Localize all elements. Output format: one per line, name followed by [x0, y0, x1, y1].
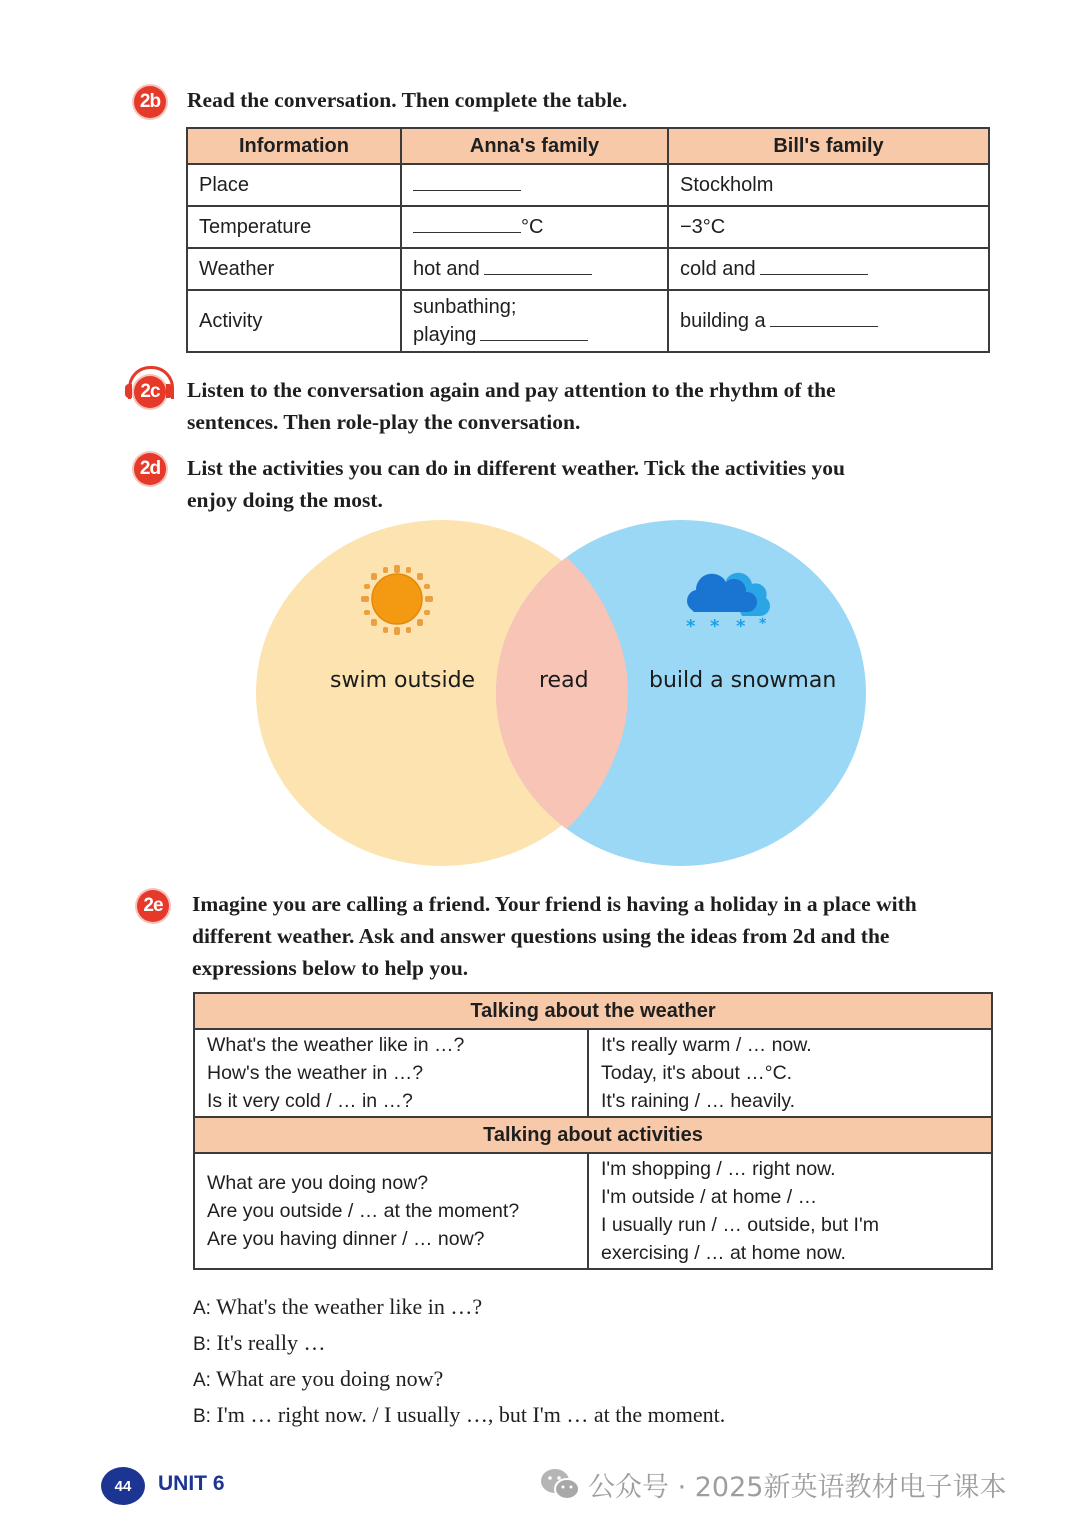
table-row — [187, 248, 989, 290]
answer-blank[interactable] — [413, 176, 521, 191]
instruction-line: Listen to the conversation again and pay attention to the rhythm of the — [187, 378, 836, 402]
headphone-icon: 2c — [140, 381, 160, 402]
header-anna: Anna's family — [401, 128, 668, 164]
svg-text:*: * — [686, 616, 696, 632]
expressions-table — [193, 992, 993, 1270]
weather-expressions-header: Talking about the weather — [194, 993, 992, 1029]
table-row — [187, 290, 989, 352]
expression: Are you having dinner / … now? — [207, 1228, 485, 1250]
speaker-label: A: — [193, 1298, 211, 1319]
speaker-label: B: — [193, 1406, 211, 1427]
instruction-line: sentences. Then role-play the conversation. — [187, 410, 581, 434]
venn-diagram — [256, 520, 868, 868]
venn-label-cold: build a snowman — [649, 668, 837, 693]
answer-blank[interactable] — [480, 326, 588, 341]
expression: I'm outside / at home / … — [601, 1186, 818, 1208]
instruction-line: Imagine you are calling a friend. Your friend is having a holiday in a place with — [192, 892, 917, 916]
svg-text:*: * — [736, 616, 746, 632]
page-number-badge: 44 — [101, 1467, 145, 1505]
cell-text: cold and — [680, 257, 756, 280]
dialog-text: What are you doing now? — [216, 1366, 444, 1391]
table-row — [187, 206, 989, 248]
cell-text: hot and — [413, 257, 480, 280]
expression: Today, it's about …°C. — [601, 1062, 793, 1084]
celsius-unit: °C — [521, 215, 544, 238]
cell-text: playing — [413, 324, 477, 346]
sample-dialog — [193, 1290, 725, 1434]
activity-expressions-header: Talking about activities — [194, 1117, 992, 1153]
header-information: Information — [187, 128, 401, 164]
bill-activity-cell — [668, 290, 989, 352]
dialog-line — [193, 1362, 725, 1398]
header-bill: Bill's family — [668, 128, 989, 164]
instruction-2b: Read the conversation. Then complete the table. — [187, 88, 628, 112]
info-table — [186, 127, 990, 353]
answer-blank[interactable] — [760, 260, 868, 275]
cell-text: building a — [680, 310, 766, 332]
instruction-2e — [192, 888, 917, 984]
instruction-2d — [187, 452, 845, 516]
weather-questions-cell — [194, 1029, 588, 1117]
dialog-text: I'm … right now. / I usually …, but I'm … at the moment. — [216, 1402, 726, 1427]
instruction-line: List the activities you can do in different weather. Tick the activities you — [187, 456, 845, 480]
expression: Are you outside / … at the moment? — [207, 1200, 520, 1222]
expression: How's the weather in …? — [207, 1062, 424, 1084]
bill-temperature-cell: −3°C — [668, 206, 989, 248]
instruction-2c — [187, 374, 836, 438]
activity-questions-cell — [194, 1153, 588, 1269]
exercise-badge-2e: 2e — [137, 890, 169, 922]
anna-temperature-cell — [401, 206, 668, 248]
anna-weather-cell — [401, 248, 668, 290]
row-label: Temperature — [187, 206, 401, 248]
expression: What's the weather like in …? — [207, 1034, 465, 1056]
svg-text:*: * — [710, 616, 720, 632]
dialog-text: It's really … — [216, 1330, 326, 1355]
snow-cloud-icon — [682, 566, 774, 632]
venn-label-both: read — [539, 668, 589, 693]
anna-activity-cell — [401, 290, 668, 352]
watermark — [540, 1465, 1006, 1504]
instruction-line: enjoy doing the most. — [187, 488, 383, 512]
unit-label: UNIT 6 — [158, 1472, 225, 1495]
expression: I'm shopping / … right now. — [601, 1158, 836, 1180]
venn-label-warm: swim outside — [330, 668, 476, 693]
expression: It's really warm / … now. — [601, 1034, 812, 1056]
answer-blank[interactable] — [484, 260, 592, 275]
instruction-line: expressions below to help you. — [192, 956, 469, 980]
expression: It's raining / … heavily. — [601, 1090, 796, 1112]
table-row — [187, 164, 989, 206]
instruction-line: different weather. Ask and answer questions using the ideas from 2d and the — [192, 924, 890, 948]
expression: What are you doing now? — [207, 1172, 429, 1194]
speaker-label: B: — [193, 1334, 211, 1355]
weather-answers-cell — [588, 1029, 992, 1117]
watermark-text: 公众号 · 2025新英语教材电子课本 — [588, 1472, 1007, 1503]
expression: Is it very cold / … in …? — [207, 1090, 413, 1112]
table-header-row — [187, 128, 989, 164]
answer-blank[interactable] — [770, 312, 878, 327]
answer-blank[interactable] — [413, 218, 521, 233]
wechat-icon — [540, 1468, 580, 1502]
svg-text:*: * — [759, 616, 767, 632]
venn-overlap-shape — [256, 520, 868, 868]
row-label: Activity — [187, 290, 401, 352]
activity-answers-cell — [588, 1153, 992, 1269]
dialog-text: What's the weather like in …? — [216, 1294, 483, 1319]
exercise-badge-2c — [134, 376, 166, 408]
exercise-badge-2d: 2d — [134, 453, 166, 485]
bill-weather-cell — [668, 248, 989, 290]
anna-place-cell — [401, 164, 668, 206]
speaker-label: A: — [193, 1370, 211, 1391]
bill-place-cell: Stockholm — [668, 164, 989, 206]
expression: I usually run / … outside, but I'm — [601, 1214, 879, 1236]
dialog-line — [193, 1290, 725, 1326]
dialog-line — [193, 1398, 725, 1434]
cell-text: sunbathing; — [413, 296, 517, 318]
exercise-badge-2b: 2b — [134, 86, 166, 118]
row-label: Weather — [187, 248, 401, 290]
sun-icon — [358, 564, 436, 636]
row-label: Place — [187, 164, 401, 206]
dialog-line — [193, 1326, 725, 1362]
expression: exercising / … at home now. — [601, 1242, 846, 1264]
